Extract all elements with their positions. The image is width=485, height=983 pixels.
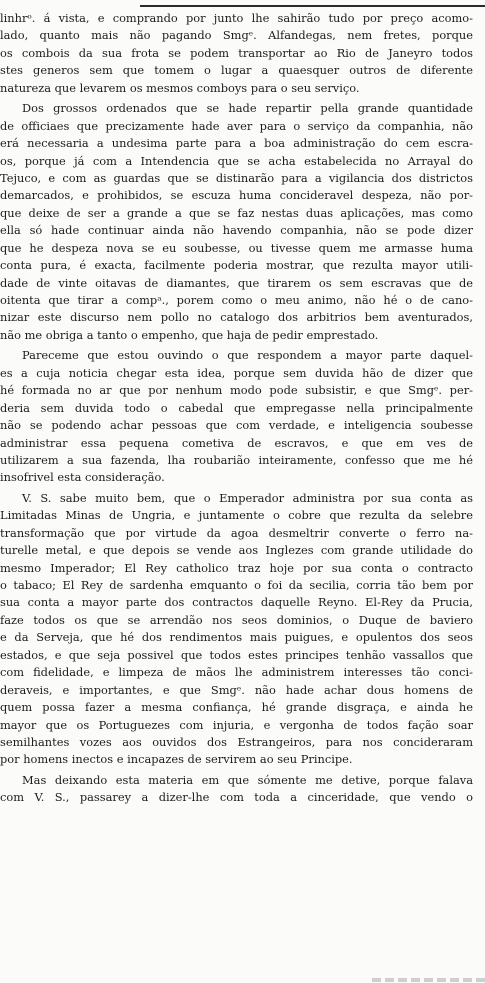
text-line: não me obriga a tanto o empenho, que haja de pedir emprestado. [0,327,379,342]
text-line: deraveis, e importantes, e que Smgᵉ. não hade achar dous homens de [0,682,473,697]
text-line: nizar este discurso nem pollo no catalogo dos arbitrios bem aventurados, [0,310,473,325]
text-line: demarcados, e prohibidos, se escuza huma concideravel despeza, não por- [0,188,473,203]
paragraph [0,490,473,769]
text-line: não se podendo achar pessoas que com verdade, e inteligencia soubesse [0,418,473,433]
text-line: insofrivel esta consideração. [0,470,165,485]
text-line: lado, quanto mais não pagando Smgᵉ. Alfandegas, nem fretes, porque [0,28,473,43]
text-line: Limitadas Minas de Ungria, e juntamente o cobre que rezulta da selebre [0,508,473,523]
text-line: Tejuco, e com as guardas que se distinarão para a vigilancia dos districtos [0,170,473,185]
text-line: os, porque já com a Intendencia que se acha estabelecida no Arrayal do [0,153,473,168]
text-line: os combois da sua frota se podem transportar ao Rio de Janeyro todos [0,45,473,60]
text-line: erá necessaria a undesima parte para a boa administração do cem escra- [0,136,473,151]
text-line: o tabaco; El Rey de sardenha emquanto o foi da secilia, corria tão bem por [0,578,473,592]
text-line: ella só hade continuar ainda não havendo companhia, não se pode dizer [0,223,473,238]
text-line: mayor que os Portuguezes com injuria, e vergonha de todos fação soar [0,717,473,732]
text-line: faze todos os que se arrendão nos seos dominios, o Duque de baviero [0,612,473,627]
text-line: mesmo Imperador; El Rey catholico traz hoje por sua conta o contracto [0,560,473,575]
text-line: semilhantes vozes aos ouvidos dos Estrangeiros, para nos concideraram [0,734,473,749]
text-line: que deixe de ser a grande a que se faz nestas duas aplicações, mas como [0,205,473,220]
body-text [0,10,473,807]
text-line: Pareceme que estou ouvindo o que respondem a mayor parte daquel- [22,348,473,363]
text-line: Dos grossos ordenados que se hade repartir pella grande quantidade [22,101,473,116]
text-line: que he despeza nova se eu soubesse, ou tivesse quem me armasse huma [0,240,473,255]
paragraph [0,10,473,97]
text-line: dade de vinte oitavas de diamantes, que tirarem os sem escravas que de [0,275,473,290]
text-line: natureza que levarem os mesmos comboys para o seu serviço. [0,80,360,95]
text-line: transformação que por virtude da agoa desmeltrir converte o ferro na- [0,525,473,540]
text-line: deria sem duvida todo o cabedal que empregasse nella principalmente [0,400,473,415]
paragraph [0,772,473,807]
text-line: por homens inectos e incapazes de servirem ao seu Principe. [0,752,353,767]
text-line: oitenta que tirar a compᵃ., porem como o meu animo, não hé o de cano- [0,293,473,307]
text-line: utilizarem a sua fazenda, lha roubarião inteiramente, confesso que me hé [0,452,473,467]
text-line: Mas deixando esta materia em que sómente me detive, porque falava [22,772,473,787]
paragraph [0,347,473,487]
text-line: hé formada no ar que por nenhum modo pode subsistir, e que Smgᵉ. per- [0,383,473,398]
text-line: stes generos sem que tomem o lugar a quaesquer outros de diferente [0,63,473,78]
text-line: conta pura, é exacta, facilmente poderia mostrar, que rezulta mayor utili- [0,258,473,273]
paragraph [0,100,473,344]
text-line: de officiaes que precizamente hade aver para o serviço da companhia, não [0,118,473,133]
text-line: com V. S., passarey a dizer-lhe com toda a cinceridade, que vendo o [0,790,473,805]
text-line: e da Serveja, que hé dos rendimentos mais puigues, e opulentos dos seos [0,630,473,645]
text-line: turelle metal, e que depois se vende aos Inglezes com grande utilidade do [0,543,473,558]
header-rule [140,5,485,7]
page-edge-marks [372,978,485,982]
text-line: estados, e que seja possivel que todos estes principes tenhão vassallos que [0,647,473,662]
text-line: es a cuja noticia chegar esta idea, porque sem duvida hão de dizer que [0,365,473,380]
text-line: com fidelidade, e limpeza de mãos lhe administrem interesses tão conci- [0,665,473,680]
text-line: V. S. sabe muito bem, que o Emperador administra por sua conta as [22,490,473,505]
text-line: sua conta a mayor parte dos contractos daquelle Reyno. El-Rey da Prucia, [0,595,473,610]
text-line: quem possa fazer a mesma confiança, hé grande disgraça, e ainda he [0,700,473,715]
text-line: linhrᵒ. á vista, e comprando por junto lhe sahirão tudo por preço acomo- [0,11,473,25]
text-line: administrar essa pequena cometiva de escravos, e que em ves de [0,435,473,450]
